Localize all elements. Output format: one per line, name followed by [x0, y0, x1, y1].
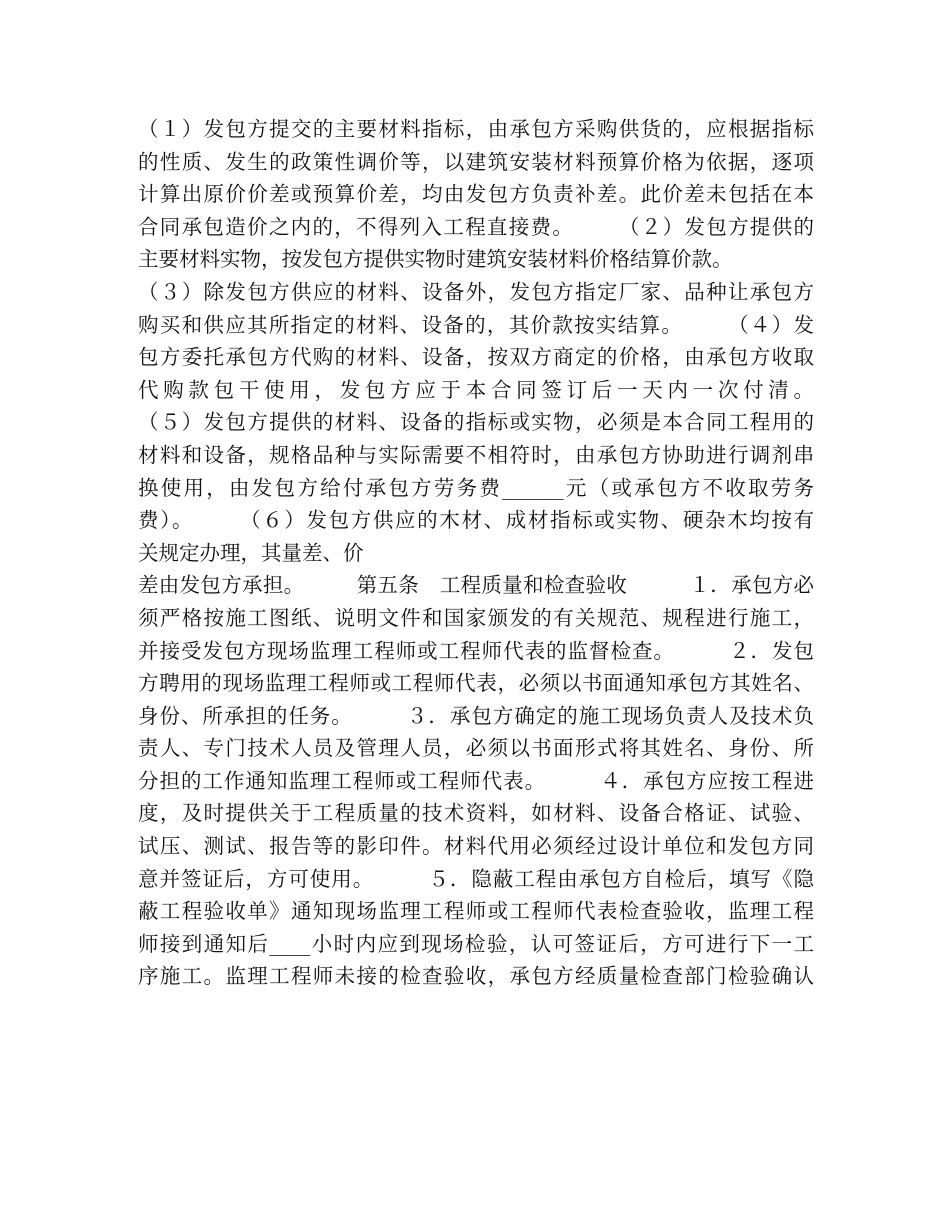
text-line: 度，及时提供关于工程质量的技术资料，如材料、设备合格证、试验、 — [138, 801, 814, 826]
text-line: 方聘用的现场监理工程师或工程师代表，必须以书面通知承包方其姓名、 — [138, 671, 814, 696]
text-line: 换使用，由发包方给付承包方劳务费______元（或承包方不收取劳务 — [138, 475, 814, 500]
text-line: （３）除发包方供应的材料、设备外，发包方指定厂家、品种让承包方 — [138, 279, 814, 304]
text-line: 包方委托承包方代购的材料、设备，按双方商定的价格，由承包方收取 — [138, 345, 814, 370]
text-line: 合同承包造价之内的，不得列入工程直接费。 （２）发包方提供的 — [138, 214, 814, 239]
text-line: 购买和供应其所指定的材料、设备的，其价款按实结算。 （４）发 — [138, 312, 814, 337]
text-line: 材料和设备，规格品种与实际需要不相符时，由承包方协助进行调剂串 — [138, 442, 814, 467]
text-line: 的性质、发生的政策性调价等，以建筑安装材料预算价格为依据，逐项 — [138, 149, 814, 174]
text-line: 须严格按施工图纸、说明文件和国家颁发的有关规范、规程进行施工， — [138, 605, 814, 630]
document-body — [138, 113, 814, 993]
text-line: 身份、所承担的任务。 ３．承包方确定的施工现场负责人及技术负 — [138, 703, 814, 728]
text-line: 试压、测试、报告等的影印件。材料代用必须经过设计单位和发包方同 — [138, 834, 814, 859]
text-line: 主要材料实物，按发包方提供实物时建筑安装材料价格结算价款。 — [138, 247, 733, 272]
text-line: 意并签证后，方可使用。 ５．隐蔽工程由承包方自检后，填写《隐 — [138, 866, 814, 891]
text-line: 蔽工程验收单》通知现场监理工程师或工程师代表检查验收，监理工程 — [138, 899, 814, 924]
text-line: （１）发包方提交的主要材料指标，由承包方采购供货的，应根据指标 — [138, 117, 814, 141]
text-line: 计算出原价价差或预算价差，均由发包方负责补差。此价差未包括在本 — [138, 182, 814, 207]
text-line: 关规定办理，其量差、价 — [138, 540, 364, 565]
text-line: 序施工。监理工程师未接的检查验收，承包方经质量检查部门检验确认 — [138, 964, 814, 989]
text-line: 并接受发包方现场监理工程师或工程师代表的监督检查。 ２．发包 — [138, 638, 814, 663]
text-line: （５）发包方提供的材料、设备的指标或实物，必须是本合同工程用的 — [138, 410, 814, 435]
text-line: 责人、专门技术人员及管理人员，必须以书面形式将其姓名、身份、所 — [138, 736, 814, 761]
text-line: 分担的工作通知监理工程师或工程师代表。 ４．承包方应按工程进 — [138, 768, 814, 793]
text-line: 代购款包干使用，发包方应于本合同签订后一天内一次付清。 — [138, 377, 814, 402]
text-line: 师接到通知后____小时内应到现场检验，认可签证后，方可进行下一工 — [138, 931, 814, 956]
text-line: 费）。 （６）发包方供应的木材、成材指标或实物、硬杂木均按有 — [138, 508, 814, 533]
text-line: 差由发包方承担。 第五条 工程质量和检查验收 １．承包方必 — [138, 573, 814, 598]
